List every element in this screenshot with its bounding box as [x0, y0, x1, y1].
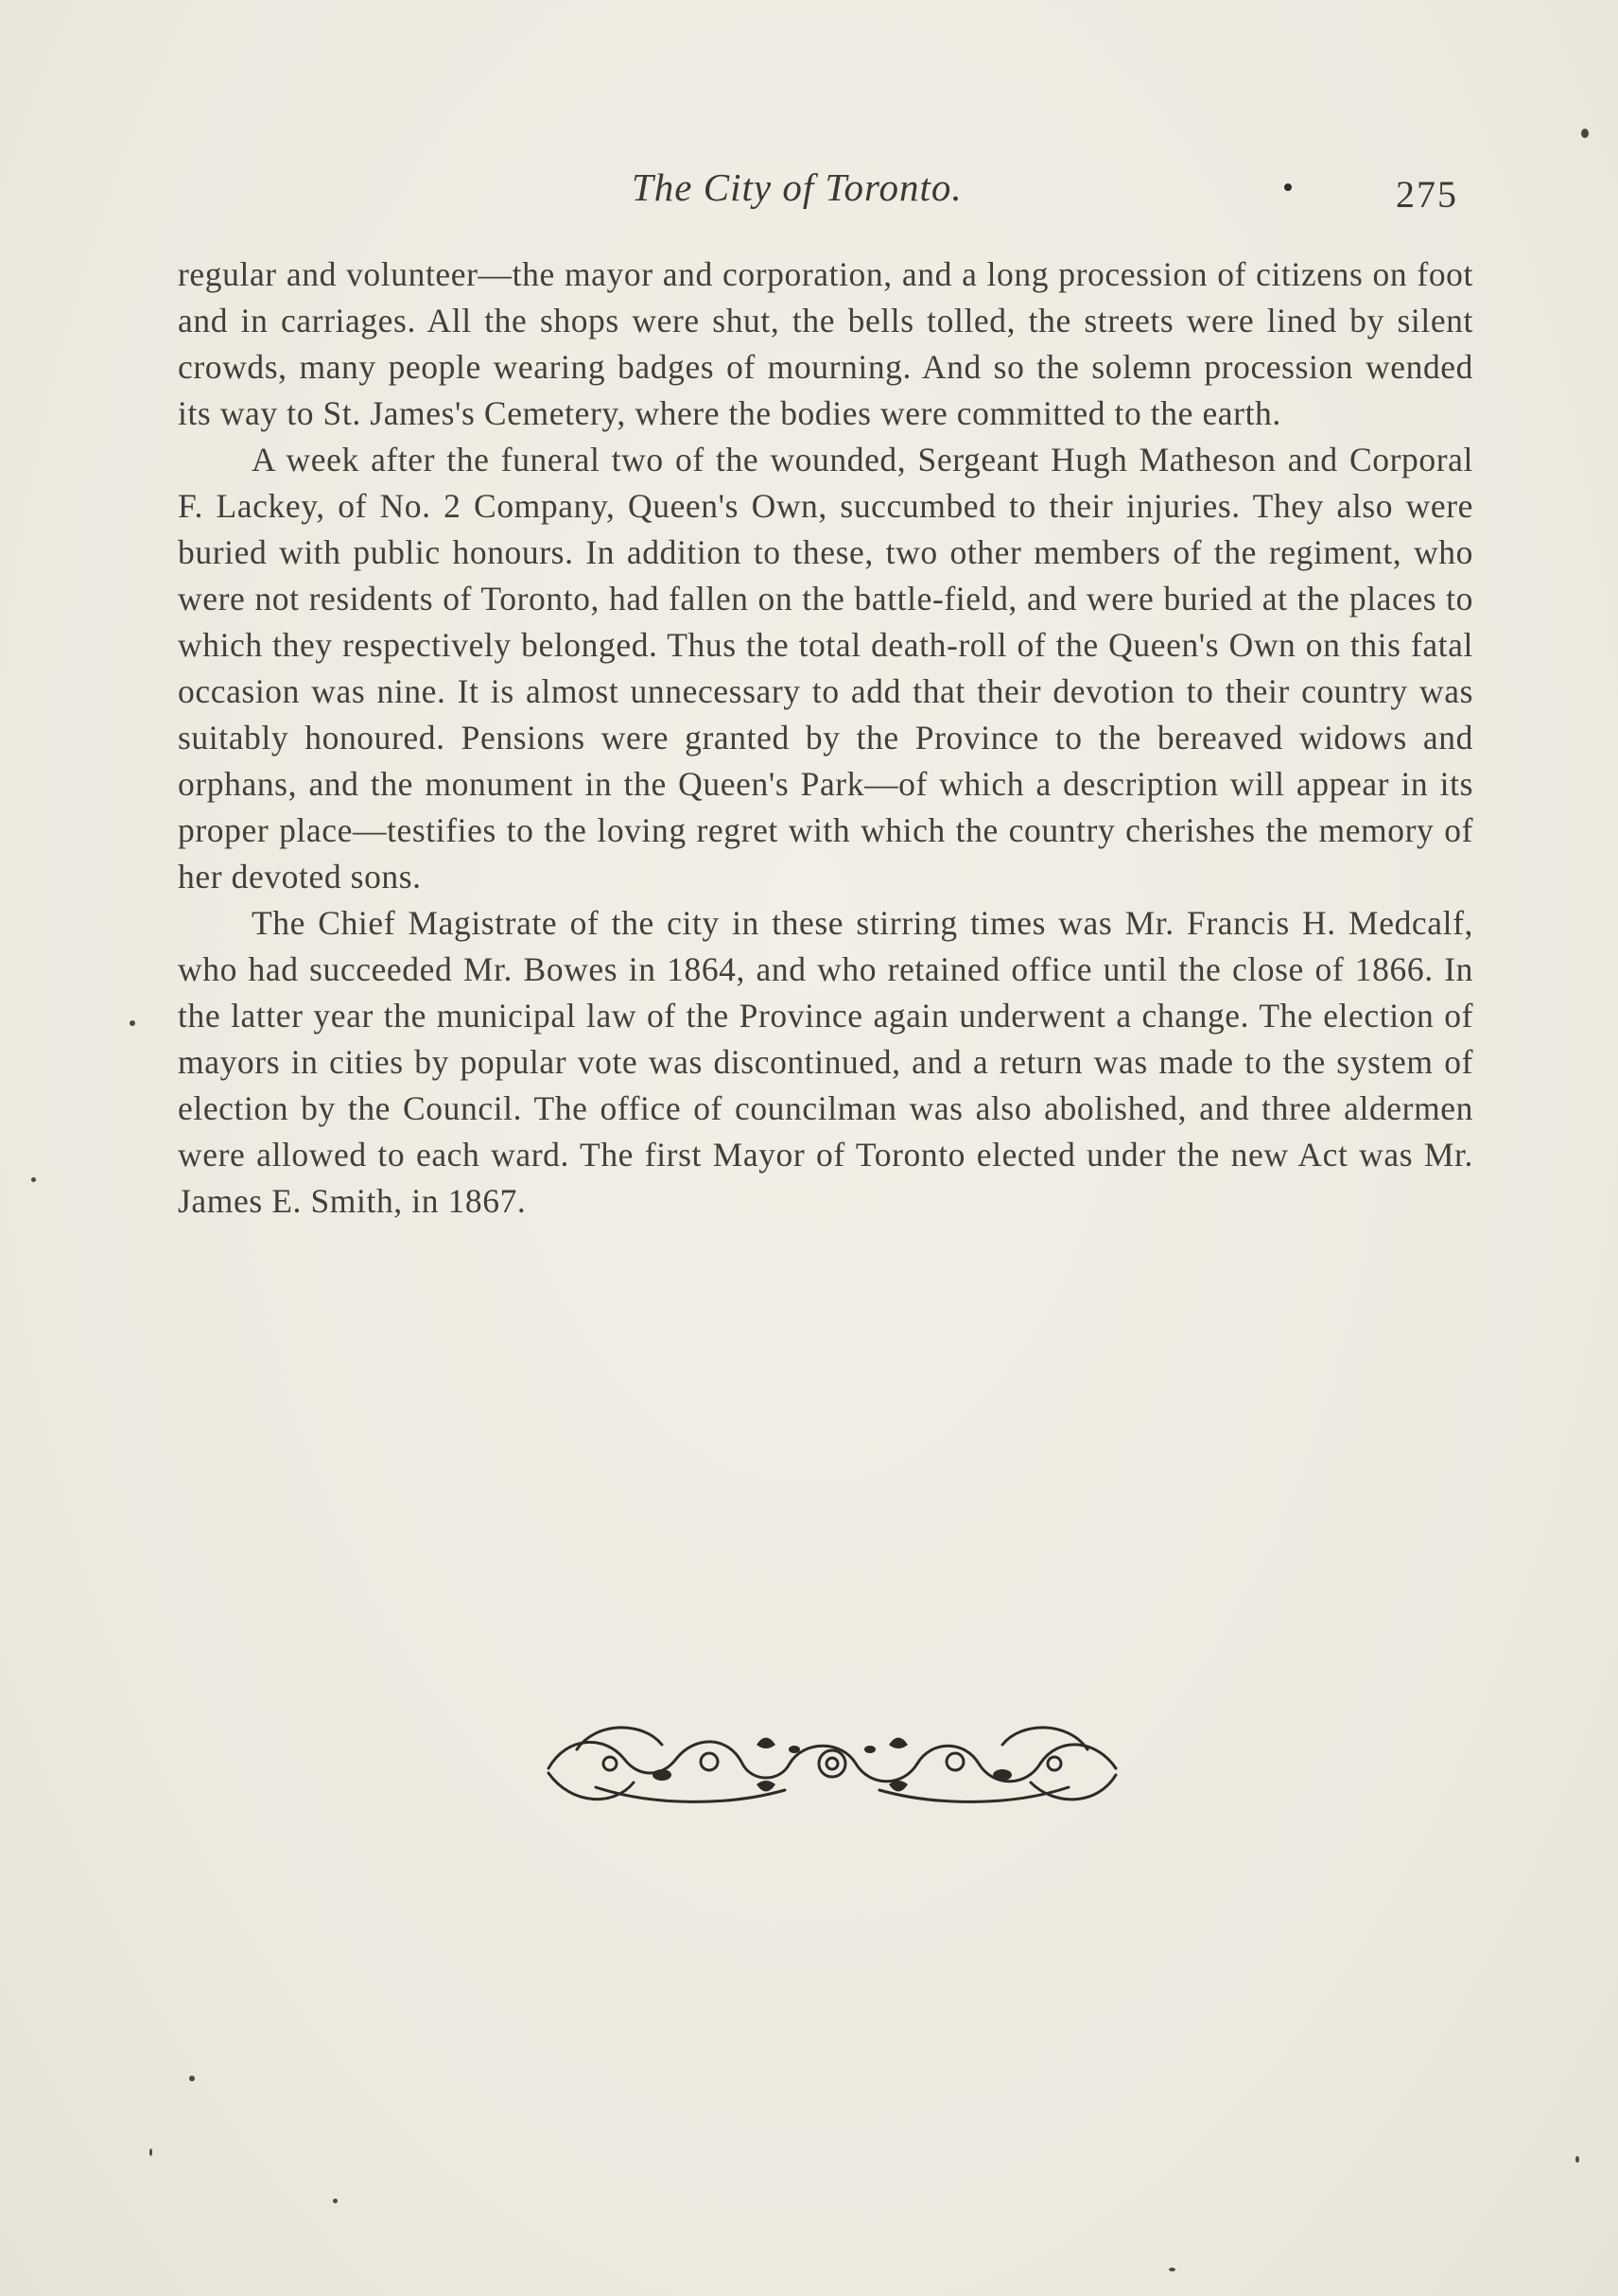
page-header — [178, 159, 1473, 225]
paper-speck — [130, 1020, 135, 1026]
paper-speck — [149, 2148, 152, 2156]
paper-speck — [189, 2076, 195, 2081]
paper-speck — [1169, 2268, 1175, 2271]
running-title: The City of Toronto. — [632, 165, 963, 209]
page-number: 275 — [1396, 173, 1458, 216]
paper-speck — [333, 2199, 338, 2203]
header-dot — [1284, 183, 1292, 191]
paragraph-chief-magistrate: The Chief Magistrate of the city in these stirring times was Mr. Francis H. Medcalf, who had succeeded Mr. Bowes in 1864, and who retained office until the close of 1866. In the latter year the municipal law of the Province again underwent a change. The election of mayors in cities by popular vote was discontinued, and a return was made to the system of election by the Council. The office of councilman was also abolished, and three aldermen were allowed to each ward. The first Mayor of Toronto elected under the new Act was Mr. James E. Smith, in 1867. — [178, 904, 1473, 1220]
body-text — [178, 252, 1473, 1225]
paper-speck — [31, 1177, 36, 1182]
paragraph-funeral: A week after the funeral two of the wounded, Sergeant Hugh Matheson and Corporal F. Lackey, of No. 2 Company, Queen's Own, succumbed to their injuries. They also were buried with public honours. In addition to these, two other members of the regiment, who were not residents of Toronto, had fallen on the battle-field, and were buried at the places to which they respectively belonged. Thus the total death-roll of the Queen's Own on this fatal occasion was nine. It is almost unnecessary to add that their devotion to their country was suitably honoured. Pensions were granted by the Province to the bereaved widows and orphans, and the monument in the Queen's Park—of which a description will appear in its proper place—testifies to the loving regret with which the country cherishes the memory of her devoted sons. — [178, 441, 1473, 896]
paragraph-continuation: regular and volunteer—the mayor and corporation, and a long procession of citizens on foot and in carriages. All the shops were shut, the bells tolled, the streets were lined by silent crowds, many people wearing badges of mourning. And so the solemn procession wended its way to St. James's Cemetery, where the bodies were committed to the earth. — [178, 255, 1473, 432]
paper-speck — [1575, 2156, 1579, 2163]
paper-speck — [1581, 129, 1589, 138]
tailpiece-ornament-icon — [539, 1716, 1125, 1811]
